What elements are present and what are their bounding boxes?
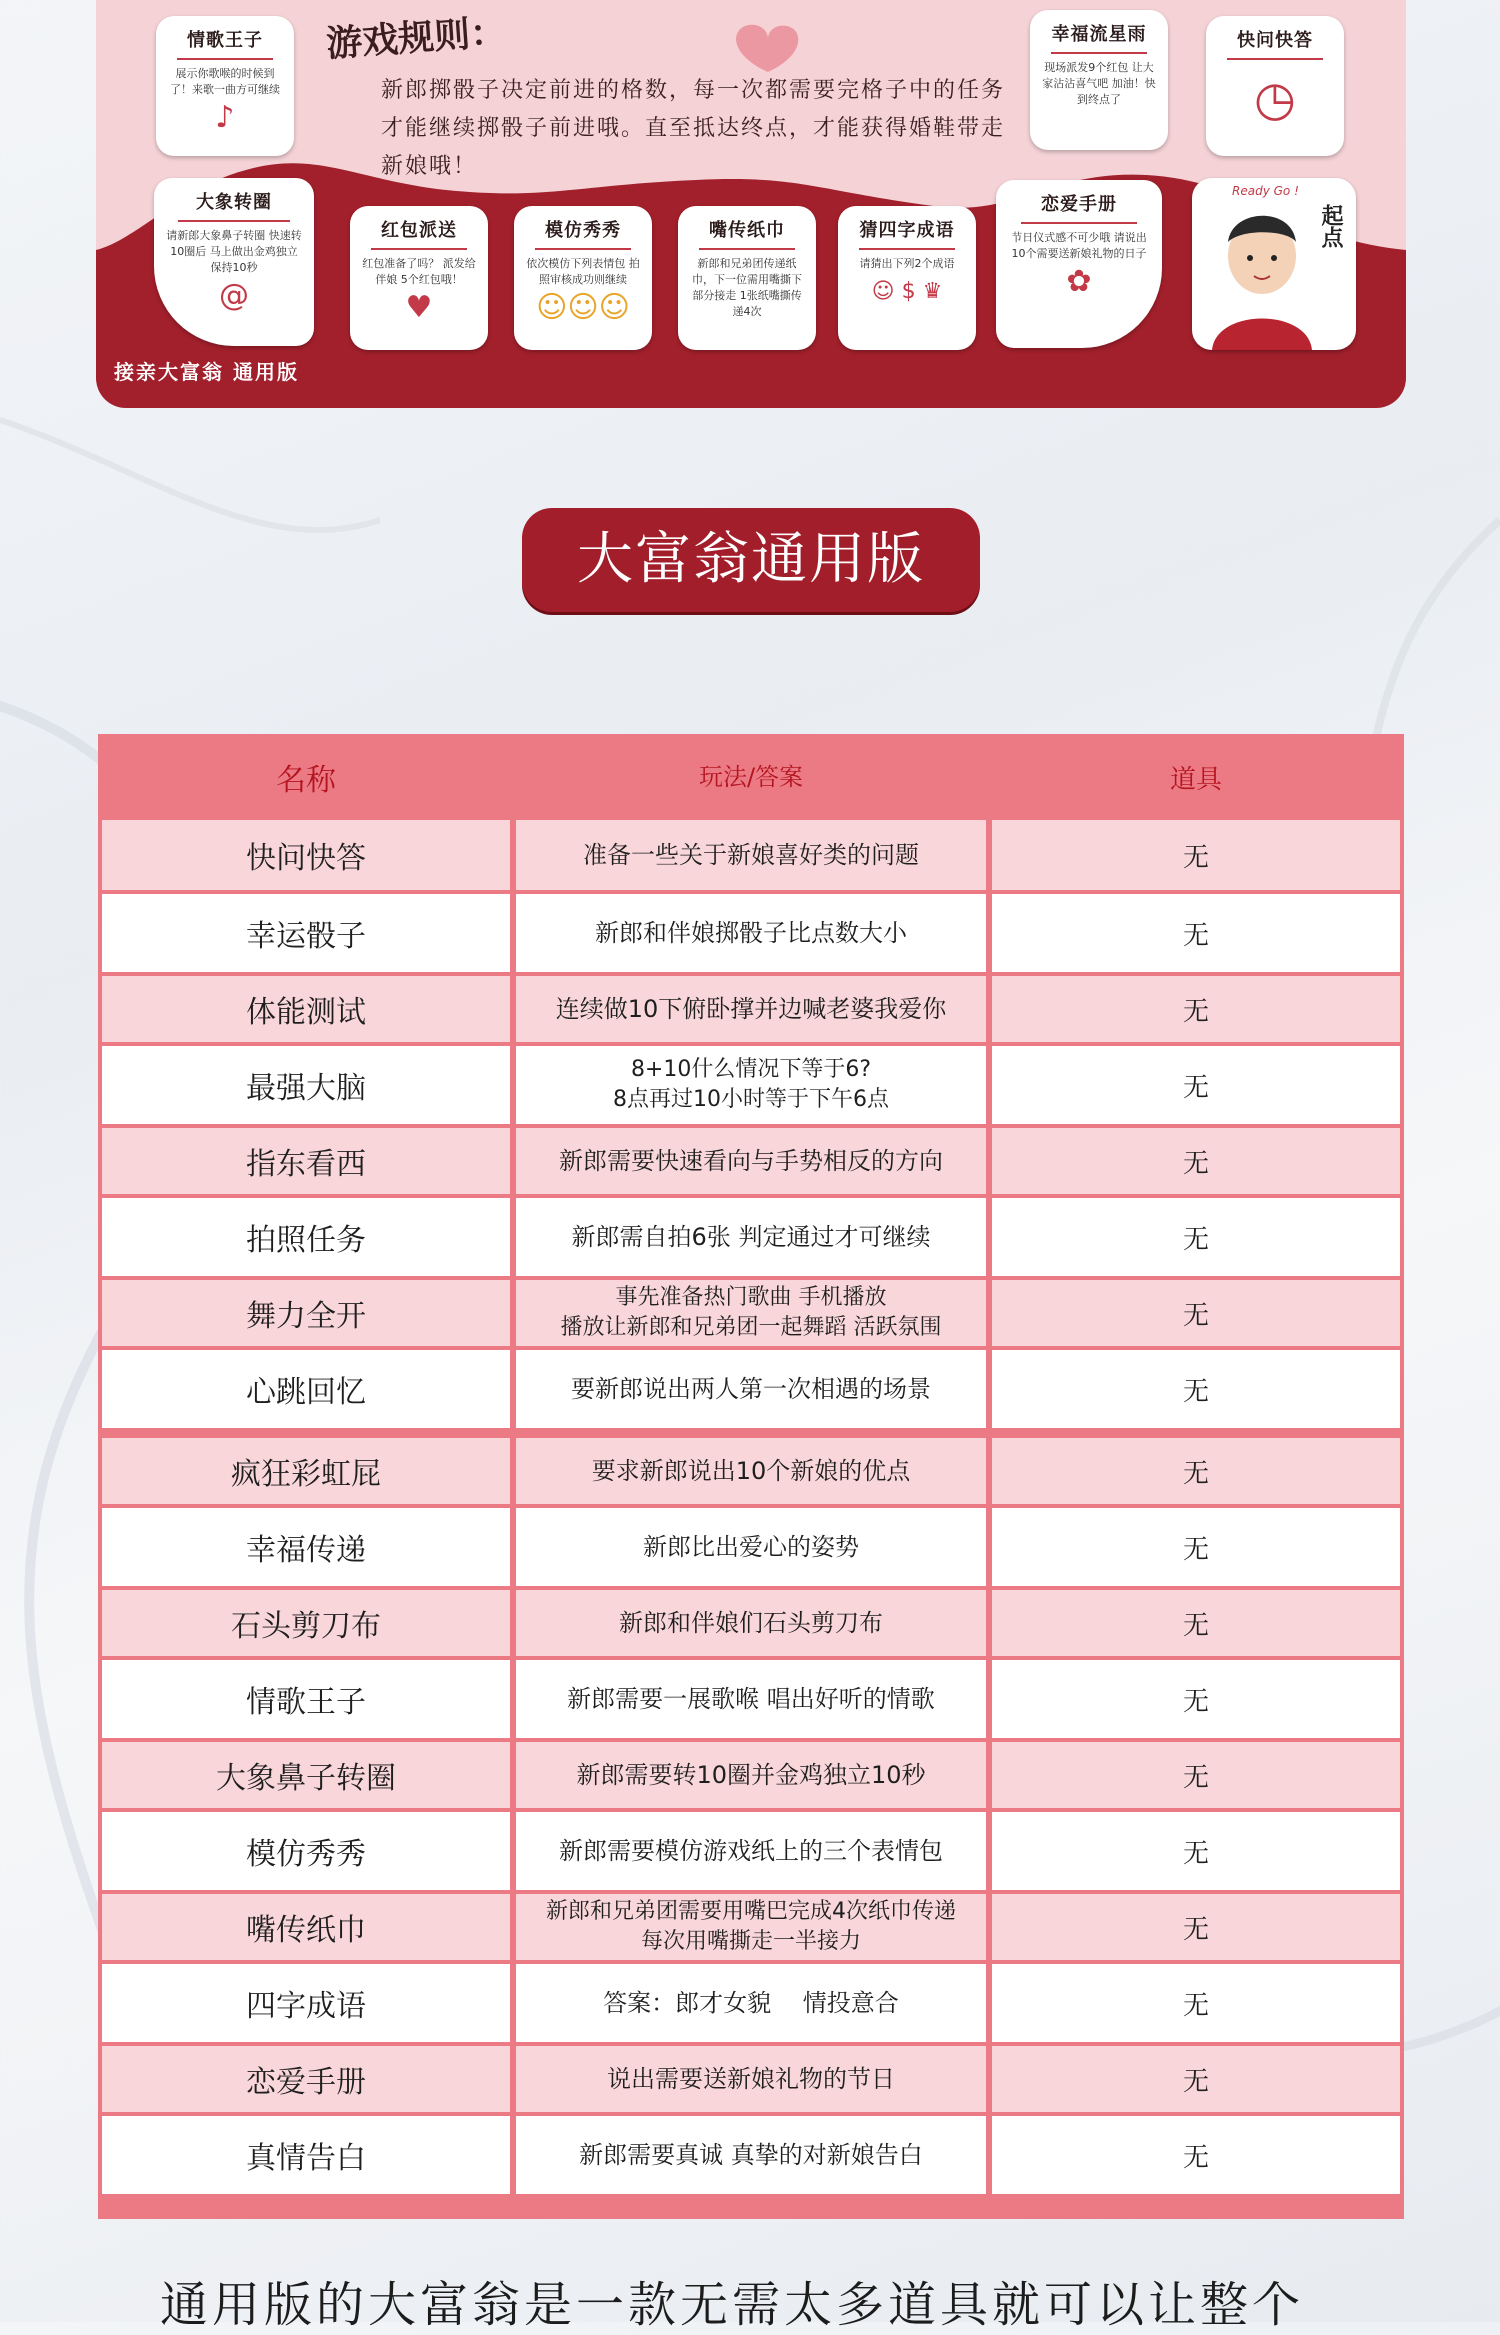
cell-prop: 无 [992,1590,1400,1656]
cell-play: 新郎和伴娘们石头剪刀布 [516,1590,986,1656]
game-table [98,734,1404,2219]
cell-play [516,1046,986,1124]
cell-prop: 无 [992,976,1400,1042]
cell-name: 疯狂彩虹屁 [102,1438,510,1504]
tile-divider [371,248,468,250]
cell-name: 指东看西 [102,1128,510,1194]
cell-name: 模仿秀秀 [102,1812,510,1890]
cell-name: 情歌王子 [102,1660,510,1738]
cell-play-line2: 播放让新郎和兄弟团一起舞蹈 活跃氛围 [560,1315,942,1340]
tile-love-song-prince [156,16,294,156]
tile-four-char-idiom [838,206,976,350]
cell-prop: 无 [992,1128,1400,1194]
cell-play: 新郎和伴娘掷骰子比点数大小 [516,894,986,972]
tile-divider [178,220,290,222]
tile-love-handbook [996,180,1162,348]
cell-prop: 无 [992,1198,1400,1276]
cell-play: 新郎需要快速看向与手势相反的方向 [516,1128,986,1194]
rules-title: 游戏规则： [324,11,508,66]
table-row [102,1508,1400,1586]
tile-title: 幸福流星雨 [1051,24,1147,45]
spiral-icon: @ [219,278,249,313]
emoji-puzzle-icon: ☺ $ ♛ [871,279,943,304]
board-footer-label: 接亲大富翁 通用版 [114,360,299,384]
cell-prop: 无 [992,1438,1400,1504]
table-row [102,1742,1400,1808]
table-row [102,2116,1400,2194]
tile-body: 现场派发9个红包 让大家沾沾喜气吧 加油！快到终点了 [1042,61,1156,106]
cell-name: 真情告白 [102,2116,510,2194]
game-board-banner [96,0,1406,408]
flower-bouquet-icon: ✿ [1066,264,1092,299]
tile-title: 快问快答 [1237,30,1313,51]
cell-play-line1: 新郎和兄弟团需要用嘴巴完成4次纸巾传递 [546,1899,956,1924]
cell-play [516,1280,986,1346]
cell-name: 最强大脑 [102,1046,510,1124]
table-row [102,1438,1400,1504]
cell-prop: 无 [992,1660,1400,1738]
table-row [102,1128,1400,1194]
cell-play: 新郎需要模仿游戏纸上的三个表情包 [516,1812,986,1890]
tile-body: 请猜出下列2个成语 [859,257,955,270]
tile-divider [1051,52,1148,54]
cell-play: 准备一些关于新娘喜好类的问题 [516,820,986,890]
cell-play: 新郎需要转10圈并金鸡独立10秒 [516,1742,986,1808]
cell-prop: 无 [992,1964,1400,2042]
microphone-icon: ♪ [215,100,235,135]
cell-play: 要求新郎说出10个新娘的优点 [516,1438,986,1504]
table-row [102,1198,1400,1276]
cell-name: 心跳回忆 [102,1350,510,1428]
header-name: 名称 [276,763,336,798]
rules-text: 新郎掷骰子决定前进的格数，每一次都需要完格子中的任务才能继续掷骰子前进哦。直至抵达终点，才能获得婚鞋带走新娘哦！ [381,78,1006,179]
table-row [102,1350,1400,1428]
cell-name: 石头剪刀布 [102,1590,510,1656]
tile-divider [699,248,796,250]
table-row [102,1894,1400,1960]
cell-prop: 无 [992,894,1400,972]
cell-play [516,1894,986,1960]
cell-name: 幸运骰子 [102,894,510,972]
cell-name: 体能测试 [102,976,510,1042]
cell-play: 连续做10下俯卧撑并边喊老婆我爱你 [516,976,986,1042]
cell-play: 新郎需要真诚 真挚的对新娘告白 [516,2116,986,2194]
tile-title: 红包派送 [381,220,457,241]
table-row [102,894,1400,972]
cell-name: 拍照任务 [102,1198,510,1276]
emoji-faces-icon: ☺☺☺ [536,290,630,325]
tile-title: 模仿秀秀 [545,220,621,241]
tile-divider [1021,222,1137,224]
cell-name: 大象鼻子转圈 [102,1742,510,1808]
cell-prop: 无 [992,1508,1400,1586]
cell-play: 说出需要送新娘礼物的节日 [516,2046,986,2112]
groom-avatar-icon [1192,178,1356,350]
table-row [102,1280,1400,1346]
tile-body: 请新郎大象鼻子转圈 快速转10圈后 马上做出金鸡独立 保持10秒 [166,229,302,274]
cell-prop: 无 [992,1894,1400,1960]
bottom-description: 通用版的大富翁是一款无需太多道具就可以让整个 [160,2277,1305,2333]
cell-name: 舞力全开 [102,1280,510,1346]
cell-play: 新郎需要一展歌喉 唱出好听的情歌 [516,1660,986,1738]
cell-play: 要新郎说出两人第一次相遇的场景 [516,1350,986,1428]
tile-title: 猜四字成语 [859,220,955,241]
tile-imitation-show [514,206,652,350]
tile-title: 情歌王子 [187,30,263,51]
tile-title: 恋爱手册 [1041,194,1117,215]
table-row [102,1660,1400,1738]
table-row [102,2046,1400,2112]
tile-body: 红包准备了吗？ 派发给伴娘 5个红包哦！ [362,257,476,286]
tile-body: 依次模仿下列表情包 拍照审核成功则继续 [526,257,640,286]
table-row [102,820,1400,890]
cell-play: 新郎比出爱心的姿势 [516,1508,986,1586]
table-row [102,1590,1400,1656]
cell-name: 恋爱手册 [102,2046,510,2112]
tile-red-envelope [350,206,488,350]
alarm-clock-icon: ◷ [1254,71,1296,127]
cell-play-line2: 每次用嘴撕走一半接力 [640,1929,861,1954]
start-label: 起点 [1318,204,1343,248]
cell-prop: 无 [992,2046,1400,2112]
tile-elephant-spin [154,178,314,346]
groom-start-tile [1192,178,1356,350]
tile-mouth-tissue [678,206,816,350]
cell-prop: 无 [992,1812,1400,1890]
cell-prop: 无 [992,820,1400,890]
tile-title: 大象转圈 [196,192,272,213]
cell-prop: 无 [992,1046,1400,1124]
tile-quick-qa [1206,16,1344,156]
cell-play-line1: 事先准备热门歌曲 手机播放 [615,1285,887,1310]
cell-prop: 无 [992,1742,1400,1808]
cell-play-line2: 8点再过10小时等于下午6点 [613,1087,889,1112]
tile-divider [535,248,632,250]
header-play: 玩法/答案 [698,763,804,791]
cell-prop: 无 [992,1280,1400,1346]
tile-divider [859,248,956,250]
tile-body: 展示你歌喉的时候到了！来歌一曲方可继续 [170,67,280,96]
table-body [102,820,1400,2194]
table-row [102,1812,1400,1890]
red-envelope-icon: ♥ [405,290,433,325]
table-row [102,976,1400,1042]
tile-divider [1227,58,1324,60]
cell-name: 嘴传纸巾 [102,1894,510,1960]
tile-body: 新郎和兄弟团传递纸巾，下一位需用嘴撕下部分接走 1张纸嘴撕传递4次 [692,257,802,318]
tile-title: 嘴传纸巾 [709,220,785,241]
tile-divider [177,58,274,60]
cell-name: 幸福传递 [102,1508,510,1586]
table-row [102,1964,1400,2042]
tile-body: 节日仪式感不可少哦 请说出10个需要送新娘礼物的日子 [1011,231,1147,260]
table-header [102,738,1400,816]
page-title: 大富翁通用版 [522,508,980,612]
table-row [102,1046,1400,1124]
cell-prop: 无 [992,1350,1400,1428]
cell-name: 四字成语 [102,1964,510,2042]
ready-go-label: Ready Go ! [1232,184,1299,198]
header-prop: 道具 [1169,764,1222,795]
cell-name: 快问快答 [102,820,510,890]
tile-happy-meteor [1030,10,1168,150]
cell-play: 答案：郎才女貌 情投意合 [516,1964,986,2042]
cell-play: 新郎需自拍6张 判定通过才可继续 [516,1198,986,1276]
cell-play-line1: 8+10什么情况下等于6? [630,1057,872,1082]
cell-prop: 无 [992,2116,1400,2194]
